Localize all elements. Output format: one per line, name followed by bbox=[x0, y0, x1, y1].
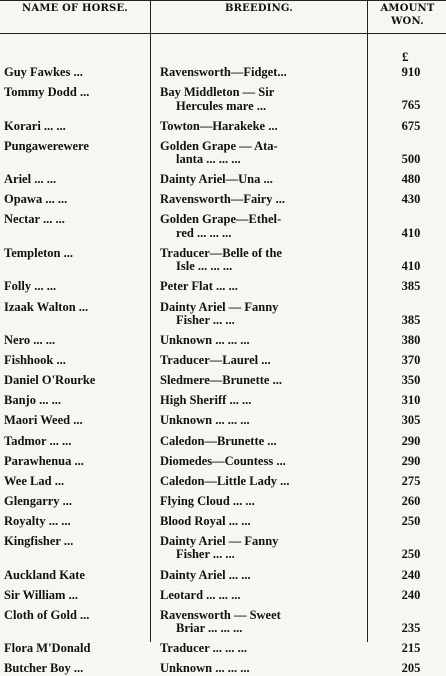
breeding-line: Dainty Ariel — Fanny bbox=[160, 299, 279, 314]
breeding-line: Unknown ... ... ... bbox=[160, 333, 250, 347]
amount-won: 235 bbox=[401, 621, 421, 636]
breeding bbox=[160, 475, 364, 488]
amount-won: 430 bbox=[401, 192, 421, 207]
header-name-of-horse: NAME OF HORSE. bbox=[22, 3, 128, 14]
breeding bbox=[160, 394, 364, 407]
breeding-line: Towton—Harakeke ... bbox=[160, 118, 278, 133]
amount-won: 480 bbox=[401, 172, 421, 187]
horse-name: Banjo ... ... bbox=[4, 393, 61, 408]
breeding bbox=[160, 66, 364, 79]
breeding-line: Dainty Ariel — Fanny bbox=[160, 534, 279, 548]
breeding bbox=[160, 609, 364, 636]
horse-name: Royalty ... ... bbox=[4, 513, 71, 528]
amount-won: 370 bbox=[401, 353, 421, 368]
breeding bbox=[160, 374, 364, 387]
horse-name: Templeton ... bbox=[4, 245, 73, 260]
amount-won: 385 bbox=[401, 279, 421, 294]
breeding-line: Traducer—Belle of the bbox=[160, 245, 282, 260]
breeding bbox=[160, 247, 364, 274]
breeding bbox=[160, 140, 364, 167]
breeding bbox=[160, 569, 364, 582]
breeding bbox=[160, 435, 364, 448]
amount-won: 305 bbox=[401, 413, 421, 428]
amount-won: 215 bbox=[401, 641, 421, 656]
header-amount-won bbox=[369, 2, 446, 28]
amount-won: 910 bbox=[401, 65, 421, 79]
amount-won: 350 bbox=[401, 373, 421, 388]
header-breeding: BREEDING. bbox=[225, 3, 293, 14]
horse-name: Nero ... ... bbox=[4, 333, 56, 347]
amount-won: 205 bbox=[401, 661, 421, 676]
breeding bbox=[160, 193, 364, 206]
breeding-line: Dainty Ariel ... ... bbox=[160, 567, 251, 582]
amount-won: 765 bbox=[401, 98, 421, 113]
horse-name: Glengarry ... bbox=[4, 493, 73, 508]
amount-won: 310 bbox=[401, 393, 421, 408]
amount-won: 410 bbox=[401, 259, 421, 274]
header-amount-line2: WON. bbox=[391, 16, 424, 27]
breeding-line: Unknown ... ... ... bbox=[160, 661, 250, 676]
header-rule-top bbox=[0, 0, 446, 1]
horse-name: Sir William ... bbox=[4, 587, 78, 602]
currency-symbol: £ bbox=[402, 49, 409, 64]
breeding-line: Golden Grape — Ata- bbox=[160, 138, 278, 153]
horse-name: Korari ... ... bbox=[4, 118, 66, 133]
horse-name: Butcher Boy ... bbox=[4, 661, 84, 676]
breeding-line: Golden Grape—Ethel- bbox=[160, 212, 282, 227]
breeding bbox=[160, 334, 364, 347]
horse-name: Nectar ... ... bbox=[4, 212, 65, 227]
breeding-line: Unknown ... ... ... bbox=[160, 413, 250, 428]
horse-name: Parawhenua ... bbox=[4, 453, 84, 468]
breeding bbox=[160, 414, 364, 427]
horse-name: Daniel O'Rourke bbox=[4, 373, 96, 388]
breeding-line: Caledon—Little Lady ... bbox=[160, 473, 290, 488]
breeding-line: Briar ... ... ... bbox=[176, 621, 243, 636]
horse-name: Ariel ... ... bbox=[4, 172, 57, 187]
breeding-line: Hercules mare ... bbox=[176, 98, 267, 113]
header-amount-line1: AMOUNT bbox=[380, 3, 435, 14]
breeding-line: Ravensworth — Sweet bbox=[160, 607, 281, 622]
breeding-line: Fisher ... ... bbox=[176, 312, 235, 327]
breeding-line: Flying Cloud ... ... bbox=[160, 493, 255, 508]
horse-name: Fishhook ... bbox=[4, 353, 66, 368]
breeding-line: High Sheriff ... ... bbox=[160, 393, 252, 408]
amount-won: 410 bbox=[401, 225, 421, 240]
horse-name: Cloth of Gold ... bbox=[4, 607, 90, 622]
breeding bbox=[160, 515, 364, 528]
breeding bbox=[160, 354, 364, 367]
horse-name: Auckland Kate bbox=[4, 567, 85, 582]
amount-won: 290 bbox=[401, 433, 421, 448]
amount-won: 260 bbox=[401, 493, 421, 508]
horse-name: Izaak Walton ... bbox=[4, 299, 89, 314]
amount-won: 385 bbox=[401, 312, 421, 327]
breeding bbox=[160, 589, 364, 602]
breeding bbox=[160, 455, 364, 468]
horse-name: Guy Fawkes ... bbox=[4, 65, 83, 79]
breeding bbox=[160, 662, 364, 675]
breeding-line: Ravensworth—Fidget... bbox=[160, 65, 287, 79]
breeding-line: Sledmere—Brunette ... bbox=[160, 373, 282, 388]
horse-name: Tadmor ... ... bbox=[4, 433, 72, 448]
breeding bbox=[160, 173, 364, 186]
horse-name: Wee Lad ... bbox=[4, 473, 65, 488]
horse-name: Folly ... ... bbox=[4, 279, 57, 294]
horse-name: Kingfisher ... bbox=[4, 534, 74, 548]
breeding-line: Isle ... ... ... bbox=[176, 259, 233, 274]
breeding-line: lanta ... ... ... bbox=[176, 152, 241, 167]
breeding-line: Ravensworth—Fairy ... bbox=[160, 192, 285, 207]
amount-won: 380 bbox=[401, 333, 421, 347]
breeding bbox=[160, 301, 364, 328]
column-rule-1 bbox=[150, 0, 151, 642]
breeding-line: Blood Royal ... ... bbox=[160, 513, 251, 528]
breeding bbox=[160, 280, 364, 293]
amount-won: 675 bbox=[401, 118, 421, 133]
horse-name: Tommy Dodd ... bbox=[4, 85, 90, 100]
horse-name: Pungawerewere bbox=[4, 138, 89, 153]
amount-won: 250 bbox=[401, 547, 421, 562]
amount-won: 500 bbox=[401, 152, 421, 167]
breeding bbox=[160, 213, 364, 240]
breeding-line: Traducer—Laurel ... bbox=[160, 353, 271, 368]
breeding-line: Traducer ... ... ... bbox=[160, 641, 248, 656]
amount-won: 240 bbox=[401, 587, 421, 602]
amount-won: 275 bbox=[401, 473, 421, 488]
breeding bbox=[160, 495, 364, 508]
breeding-line: Peter Flat ... ... bbox=[160, 279, 238, 294]
header-rule-bottom bbox=[0, 33, 446, 34]
breeding-line: Dainty Ariel—Una ... bbox=[160, 172, 273, 187]
amount-won: 290 bbox=[401, 453, 421, 468]
horse-name: Maori Weed ... bbox=[4, 413, 83, 428]
breeding-line: red ... ... ... bbox=[176, 225, 232, 240]
horse-name: Opawa ... ... bbox=[4, 192, 68, 207]
breeding-line: Diomedes—Countess ... bbox=[160, 453, 286, 468]
horse-name: Flora M'Donald bbox=[4, 641, 91, 656]
breeding-line: Fisher ... ... bbox=[176, 547, 235, 562]
breeding bbox=[160, 120, 364, 133]
breeding bbox=[160, 642, 364, 655]
column-rule-2 bbox=[367, 0, 368, 642]
amount-won: 250 bbox=[401, 513, 421, 528]
breeding-line: Leotard ... ... ... bbox=[160, 587, 241, 602]
breeding-line: Caledon—Brunette ... bbox=[160, 433, 277, 448]
breeding bbox=[160, 86, 364, 113]
breeding-line: Bay Middleton — Sir bbox=[160, 85, 275, 100]
breeding bbox=[160, 535, 364, 562]
amount-won: 240 bbox=[401, 567, 421, 582]
